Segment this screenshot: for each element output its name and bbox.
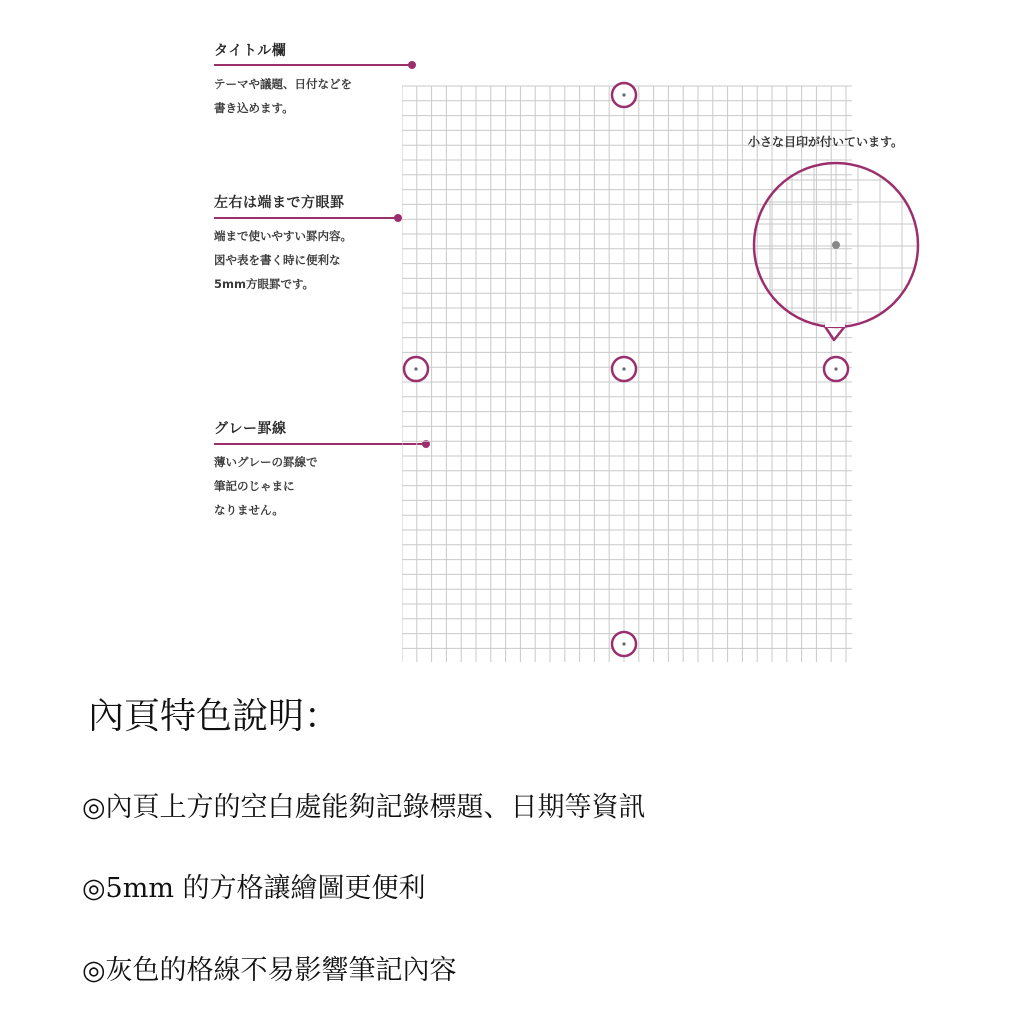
leader-line	[214, 217, 398, 219]
leader-line	[214, 443, 426, 445]
callout-title: 左右は端まで方眼罫	[214, 195, 345, 211]
marker-dot-icon	[622, 367, 625, 370]
callout-text: なりません。	[214, 503, 284, 517]
marker-dot-icon	[414, 367, 417, 370]
callout-text: 5mm方眼罫です。	[214, 277, 315, 291]
callout-text: 図や表を書く時に便利な	[214, 253, 341, 267]
callout-text: 端まで使いやすい罫内容。	[214, 229, 352, 243]
callout-title: グレー罫線	[214, 421, 287, 437]
callout-text: 書き込めます。	[214, 101, 294, 115]
description-item: ◎5mm 的方格讓繪圖更便利	[82, 873, 426, 904]
callout-text: 薄いグレーの罫線で	[214, 455, 318, 469]
marker-dot-icon	[834, 367, 837, 370]
callout-text: テーマや議題、日付などを	[214, 77, 352, 91]
zoom-note: 小さな目印が付いています。	[748, 135, 904, 149]
description-title: 內頁特色說明：	[88, 696, 341, 737]
zoom-dot-icon	[832, 241, 840, 249]
callout-full-grid	[214, 192, 352, 296]
callout-title-area	[214, 40, 352, 120]
leader-line	[214, 64, 412, 66]
callout-gray-lines	[214, 418, 318, 522]
callout-title: タイトル欄	[214, 43, 287, 59]
zoom-bubble	[748, 158, 928, 348]
marker-dot-icon	[622, 642, 625, 645]
description-item: ◎灰色的格線不易影響筆記內容	[82, 955, 457, 986]
callout-text: 筆記のじゃまに	[214, 479, 295, 493]
description-item: ◎內頁上方的空白處能夠記錄標題、日期等資訊	[82, 792, 646, 823]
marker-dot-icon	[622, 93, 625, 96]
